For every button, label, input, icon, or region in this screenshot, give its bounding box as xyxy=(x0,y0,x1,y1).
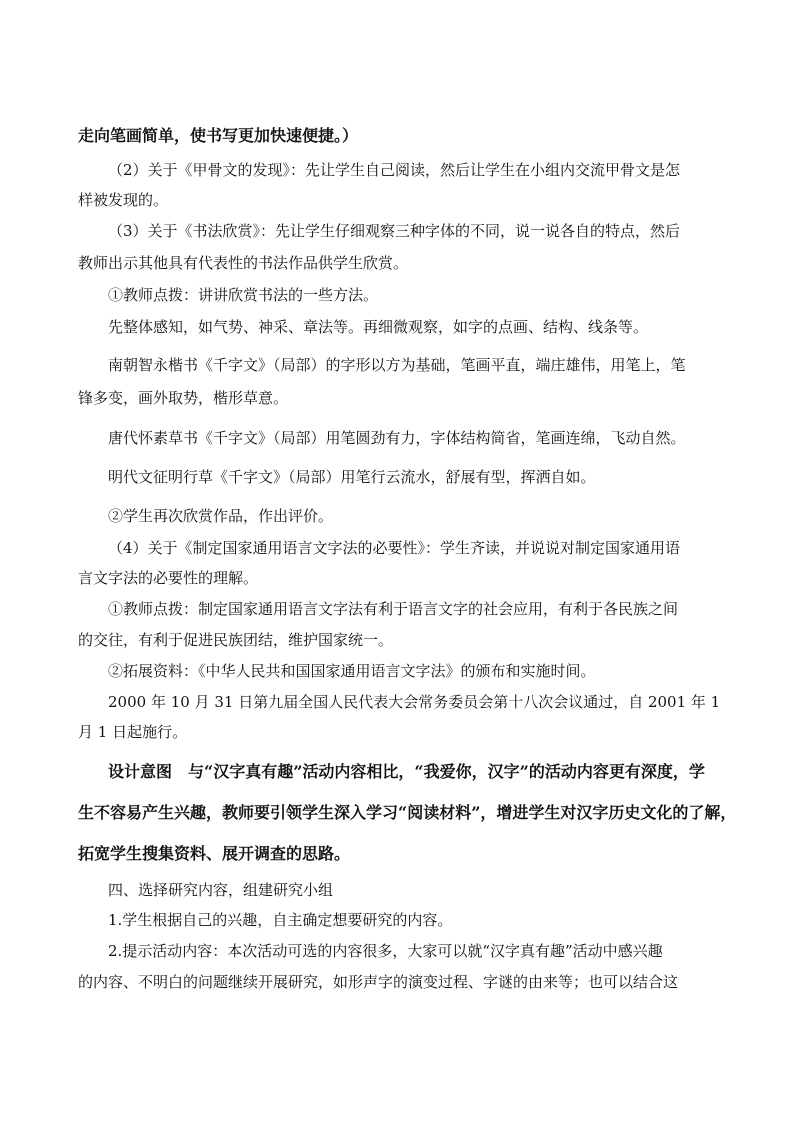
paragraph-line: （4）关于《制定国家通用语言文字法的必要性》：学生齐读，并说说对制定国家通用语 xyxy=(108,539,681,557)
paragraph-line: 拓宽学生搜集资料、展开调查的思路。 xyxy=(78,844,351,863)
paragraph-line: 生不容易产生兴趣，教师要引领学生深入学习“阅读材料”，增进学生对汉字历史文化的了解， xyxy=(78,803,737,822)
paragraph-line: 的交往，有利于促进民族团结，维护国家统一。 xyxy=(78,631,394,649)
paragraph-line: 唐代怀素草书《千字文》（局部）用笔圆劲有力，字体结构简省，笔画连绵，飞动自然。 xyxy=(108,429,686,447)
paragraph-line: ②学生再次欣赏作品，作出评价。 xyxy=(108,507,334,525)
paragraph-line: 言文字法的必要性的理解。 xyxy=(78,569,259,587)
paragraph-line: 1.学生根据自己的兴趣，自主确定想要研究的内容。 xyxy=(108,911,453,929)
paragraph-line: 样被发现的。 xyxy=(78,191,169,209)
paragraph-line: 明代文征明行草《千字文》（局部）用笔行云流水，舒展有型，挥洒自如。 xyxy=(108,468,596,486)
paragraph-line: ②拓展资料：《中华人民共和国国家通用语言文字法》的颁布和实施时间。 xyxy=(108,662,596,680)
paragraph-line: 2.提示活动内容：本次活动可选的内容很多，大家可以就“汉字真有趣”活动中感兴趣 xyxy=(108,942,663,960)
paragraph-line: （3）关于《书法欣赏》：先让学生仔细观察三种字体的不同，说一说各自的特点，然后 xyxy=(108,222,681,240)
paragraph-line: 南朝智永楷书《千字文》（局部）的字形以方为基础，笔画平直，端庄雄伟，用笔上，笔 xyxy=(108,356,686,374)
paragraph-line: ①教师点拨：制定国家通用语言文字法有利于语言文字的社会应用，有利于各民族之间 xyxy=(108,600,679,618)
paragraph-line: ①教师点拨：讲讲欣赏书法的一些方法。 xyxy=(108,286,379,304)
section-heading: 四、选择研究内容，组建研究小组 xyxy=(108,881,334,899)
paragraph-line: 的内容、不明白的问题继续开展研究，如形声字的演变过程、字谜的由来等；也可以结合这 xyxy=(78,973,679,991)
paragraph-line: 月 1 日起施行。 xyxy=(78,723,188,741)
paragraph-line: 设计意图 与“汉字真有趣”活动内容相比，“我爱你，汉字”的活动内容更有深度，学 xyxy=(108,762,705,781)
paragraph-line: 先整体感知，如气势、神采、章法等。再细微观察，如字的点画、结构、线条等。 xyxy=(108,318,649,336)
paragraph-line: 锋多变，画外取势，楷形草意。 xyxy=(78,389,289,407)
paragraph-line: 走向笔画简单，使书写更加快速便捷。） xyxy=(78,126,359,145)
paragraph-line: 教师出示其他具有代表性的书法作品供学生欣赏。 xyxy=(78,254,409,272)
paragraph-line: （2）关于《甲骨文的发现》：先让学生自己阅读，然后让学生在小组内交流甲骨文是怎 xyxy=(108,161,681,179)
paragraph-line: 2000 年 10 月 31 日第九届全国人民代表大会常务委员会第十八次会议通过，自 2001 年 1 xyxy=(108,693,721,711)
